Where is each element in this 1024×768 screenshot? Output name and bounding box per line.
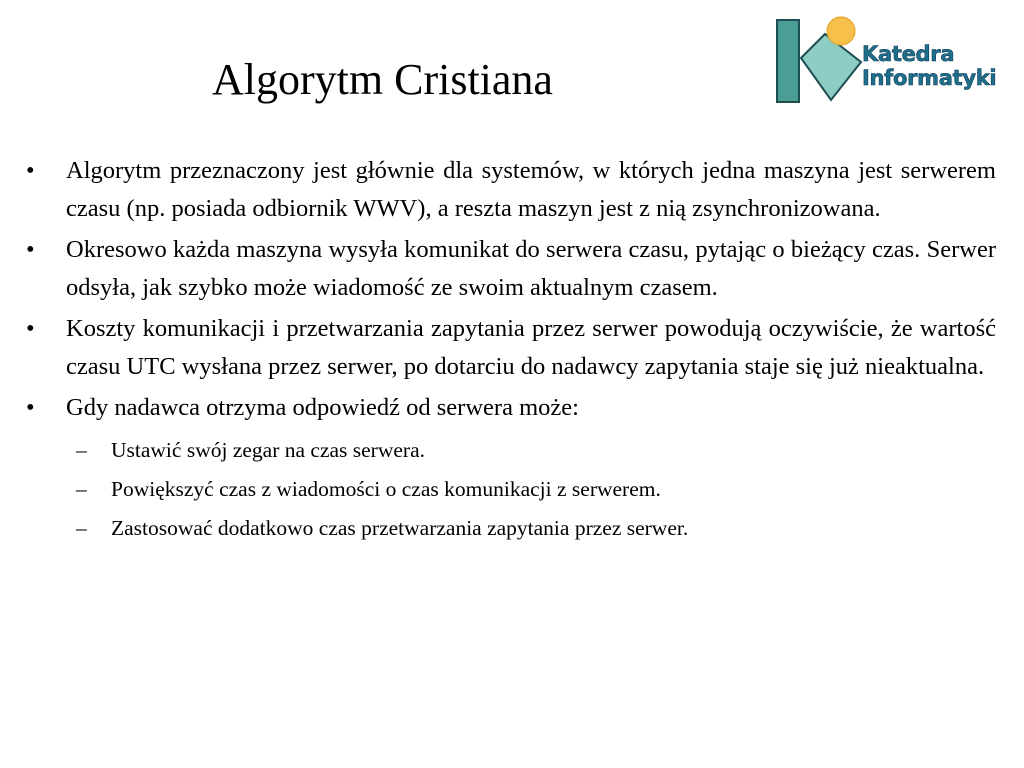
bullet-item <box>26 231 996 306</box>
sub-bullet-group <box>62 431 996 548</box>
bullet-text: Algorytm przeznaczony jest głównie dla systemów, w których jedna maszyna jest serwerem czasu (np. posiada odbiornik WWV), a reszta maszyn jest z nią zsynchronizowana. <box>66 157 996 222</box>
sub-bullet-text: Powiększyć czas z wiadomości o czas komunikacji z serwerem. <box>111 476 661 501</box>
bullet-item <box>26 389 996 427</box>
bullet-text: Gdy nadawca otrzyma odpowiedź od serwera może: <box>66 394 579 421</box>
sub-bullet-item <box>62 509 996 548</box>
sub-bullet-text: Zastosować dodatkowo czas przetwarzania zapytania przez serwer. <box>111 515 689 540</box>
logo-line-informatyki: Informatyki <box>862 66 997 90</box>
bullet-item <box>26 152 996 227</box>
sub-bullet-item <box>62 470 996 509</box>
bullet-item <box>26 310 996 385</box>
bullet-marker: • <box>26 236 35 263</box>
bullet-marker: • <box>26 394 35 421</box>
logo-text <box>862 42 996 90</box>
slide-content <box>26 152 996 548</box>
bullet-marker: • <box>26 157 35 184</box>
dash-marker: – <box>76 476 87 501</box>
slide-title: Algorytm Cristiana <box>212 55 553 104</box>
dash-marker: – <box>76 515 87 540</box>
sub-bullet-text: Ustawić swój zegar na czas serwera. <box>111 437 425 462</box>
sub-bullet-list <box>62 431 996 548</box>
bullet-text: Koszty komunikacji i przetwarzania zapytania przez serwer powodują oczywiście, że wartość czasu UTC wysłana przez serwer, po dotarciu do nadawcy zapytania staje się już nieaktualna. <box>66 315 996 380</box>
bullet-marker: • <box>26 315 35 342</box>
bullet-text: Okresowo każda maszyna wysyła komunikat do serwera czasu, pytając o bieżący czas. Serwer odsyła, jak szybko może wiadomość ze swoim aktualnym czasem. <box>66 236 996 301</box>
dash-marker: – <box>76 437 87 462</box>
logo-line-katedra: Katedra <box>862 42 955 66</box>
bullet-list <box>26 152 996 427</box>
sub-bullet-item <box>62 431 996 470</box>
